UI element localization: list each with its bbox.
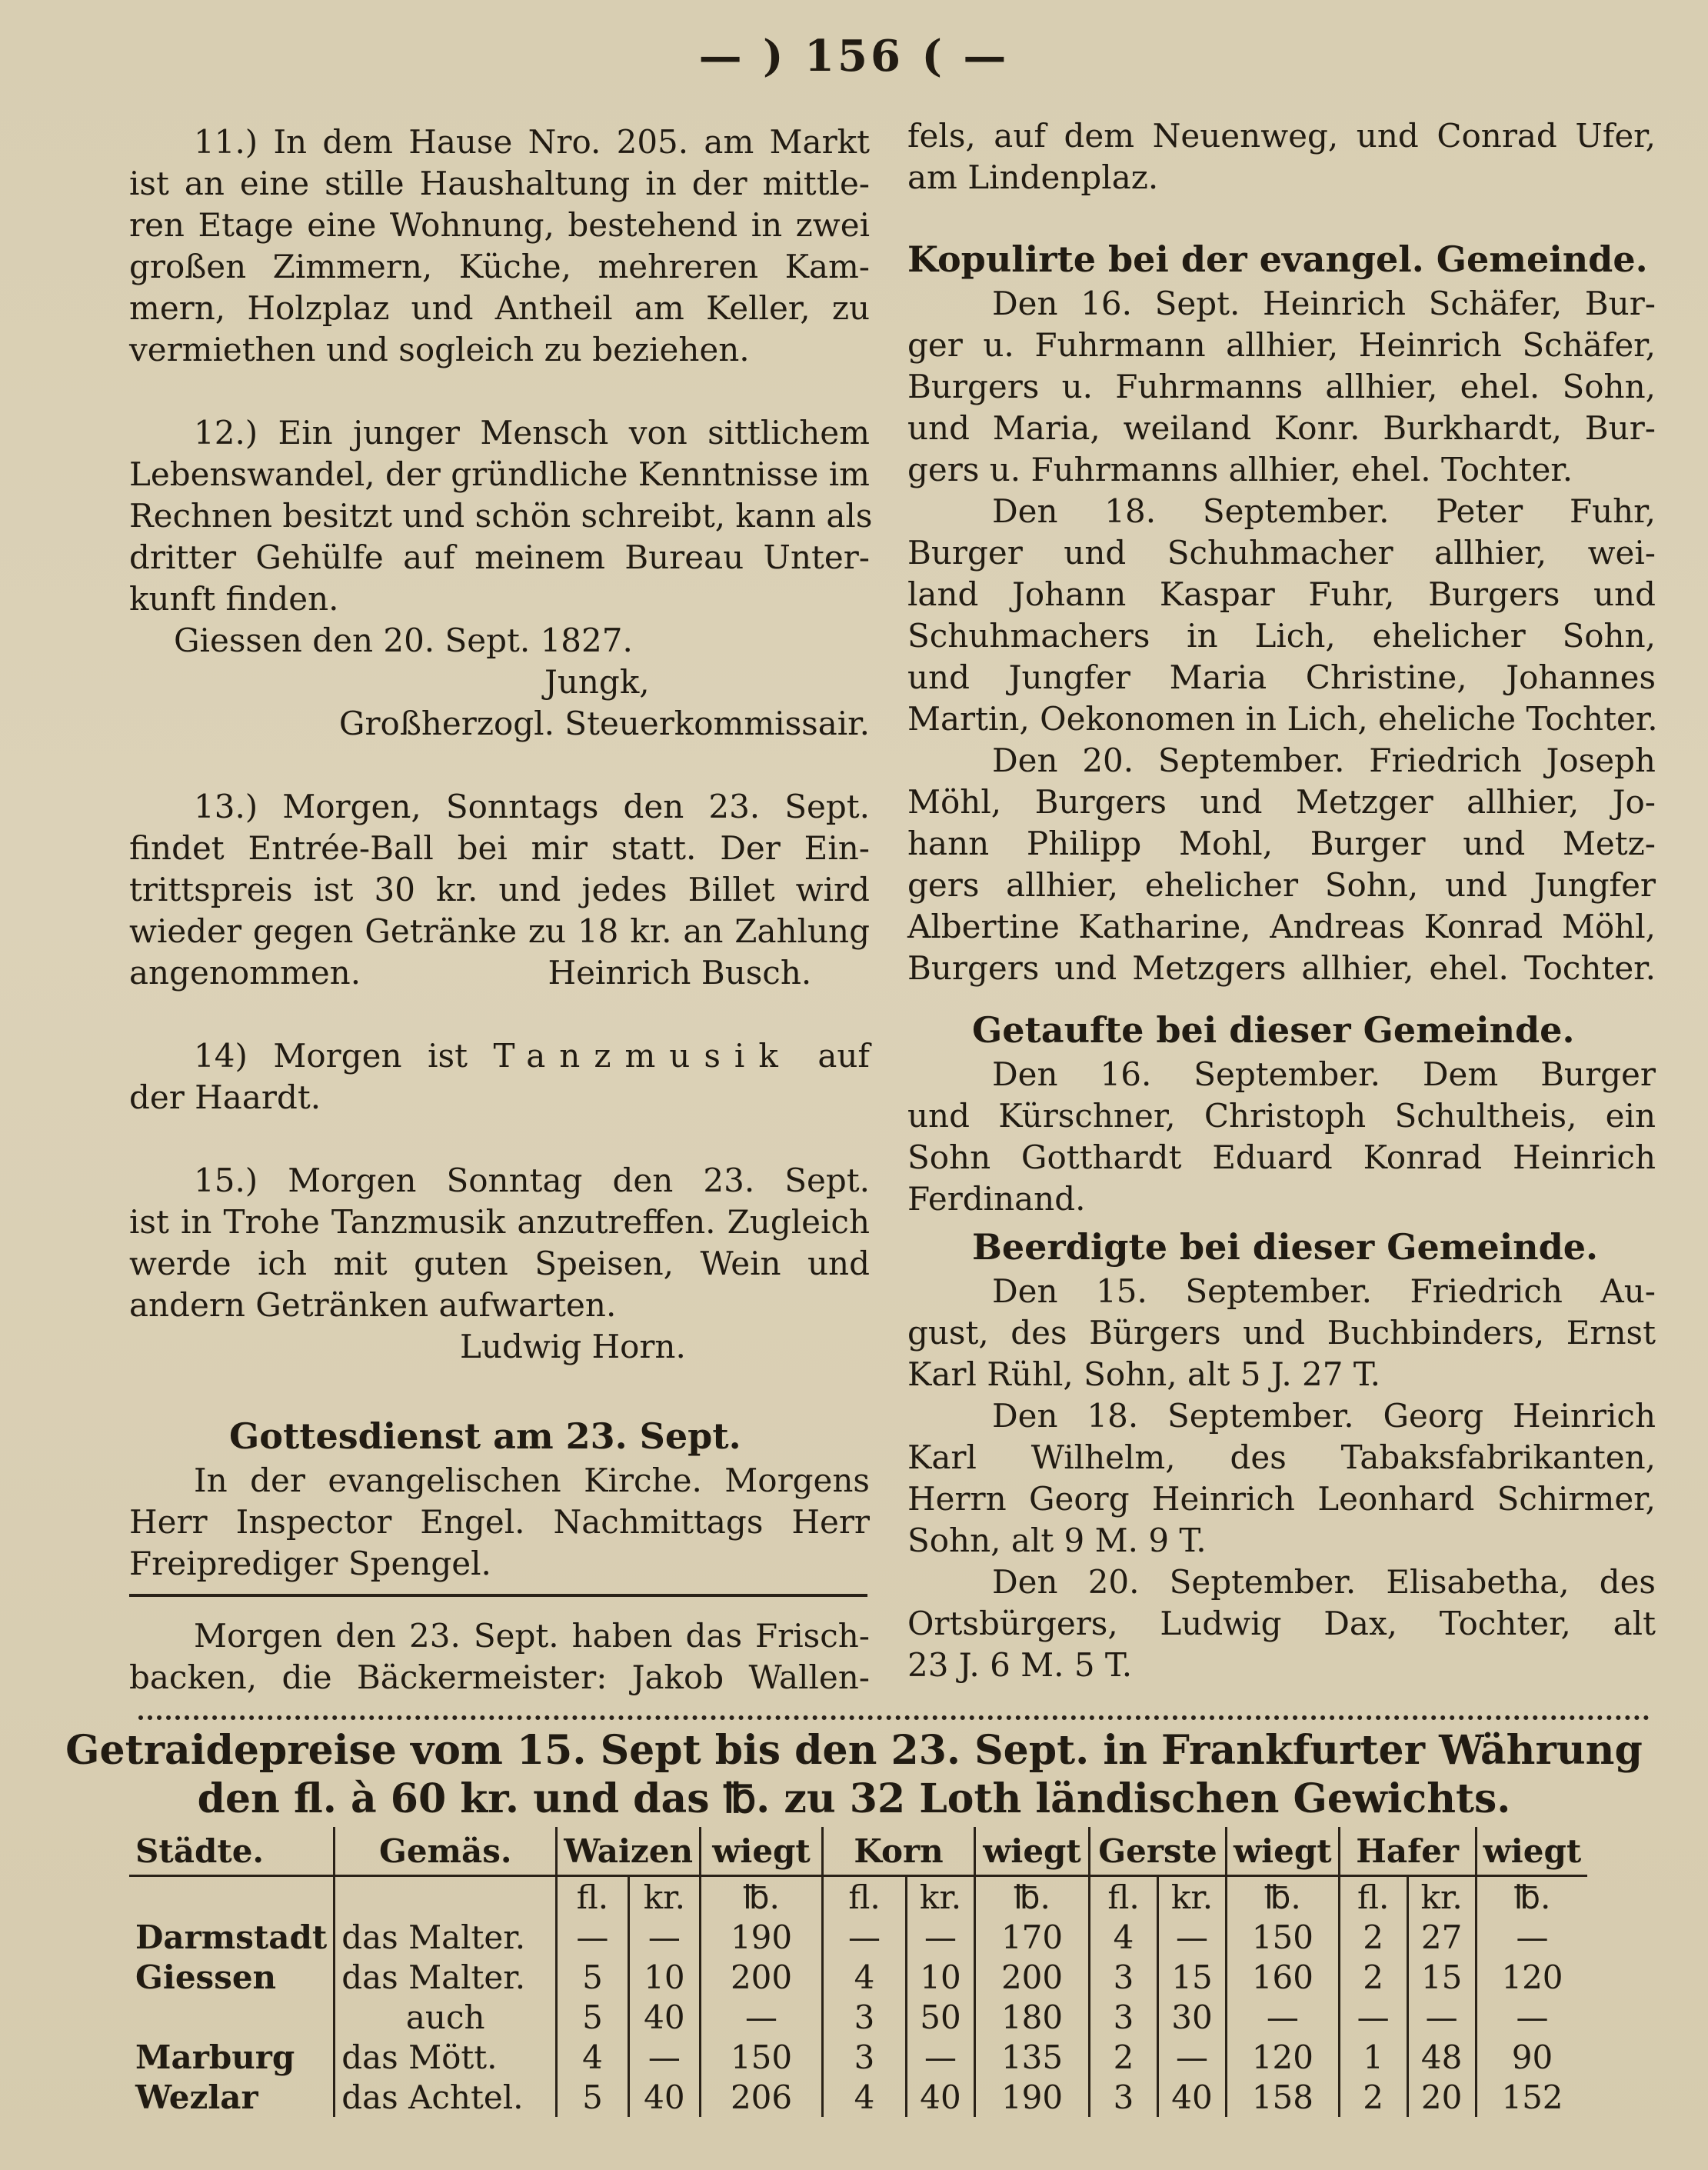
notice-12 xyxy=(129,412,873,745)
ornamental-divider xyxy=(138,1715,1650,1720)
price-table-title-line2: den fl. à 60 kr. und das ℔. zu 32 Loth ländischen Gewichts. xyxy=(197,1775,1511,1822)
section-heading: Kopulirte bei der evangel. Gemeinde. xyxy=(907,238,1648,280)
table-cell: 2 xyxy=(1339,1917,1407,1957)
text-line: Schuhmachers in Lich, ehelicher Sohn, xyxy=(907,617,1656,655)
text-line: Den 20. September. Friedrich Joseph xyxy=(992,742,1656,779)
table-cell: — xyxy=(907,1917,975,1957)
text-line: 11.) In dem Hause Nro. 205. am Markt xyxy=(194,123,870,161)
text-line: dritter Gehülfe auf meinem Bureau Unter- xyxy=(129,538,870,576)
section-heading: Beerdigte bei dieser Gemeinde. xyxy=(972,1226,1599,1268)
table-subheader-row xyxy=(129,1876,1587,1918)
column-header: wiegt xyxy=(701,1827,823,1876)
table-cell: 40 xyxy=(628,1997,700,2037)
text-line: gers u. Fuhrmanns allhier, ehel. Tochter. xyxy=(907,451,1573,488)
table-cell: 2 xyxy=(1339,1957,1407,1997)
table-cell: 190 xyxy=(975,2077,1090,2117)
table-row xyxy=(129,1917,1587,1957)
table-cell: 120 xyxy=(1476,1957,1587,1997)
table-cell: — xyxy=(1227,1997,1340,2037)
text-line: ist an eine stille Haushaltung in der mittle- xyxy=(129,165,870,202)
table-cell: 27 xyxy=(1407,1917,1476,1957)
measure-cell: das Malter. xyxy=(335,1957,557,1997)
text-line: Herrn Georg Heinrich Leonhard Schirmer, xyxy=(907,1480,1656,1518)
table-cell: 2 xyxy=(1090,2037,1158,2077)
measure-cell: auch xyxy=(335,1997,557,2037)
text-line: Morgen den 23. Sept. haben das Frisch- xyxy=(194,1617,870,1655)
signature-title: Großherzogl. Steuerkommissair. xyxy=(338,705,870,742)
table-cell: — xyxy=(628,2037,700,2077)
text-line: vermiethen und sogleich zu beziehen. xyxy=(129,331,750,368)
column-header: wiegt xyxy=(975,1827,1090,1876)
table-cell: — xyxy=(907,2037,975,2077)
table-cell: — xyxy=(823,1917,907,1957)
table-cell: 1 xyxy=(1339,2037,1407,2077)
column-header: Städte. xyxy=(129,1827,335,1876)
text-line: Den 20. September. Elisabetha, des xyxy=(992,1563,1656,1601)
text-line: Karl Wilhelm, des Tabaksfabrikanten, xyxy=(907,1438,1656,1476)
table-cell: — xyxy=(1476,1917,1587,1957)
table-cell: 180 xyxy=(975,1997,1090,2037)
table-cell: 158 xyxy=(1227,2077,1340,2117)
text-line: trittspreis ist 30 kr. und jedes Billet wird xyxy=(129,871,870,908)
table-cell: 50 xyxy=(907,1997,975,2037)
table-cell: 3 xyxy=(1090,1957,1158,1997)
table-cell: 5 xyxy=(557,1997,628,2037)
subheader-cell: ℔. xyxy=(1227,1876,1340,1918)
text-line: Sohn, alt 9 M. 9 T. xyxy=(907,1522,1207,1559)
subheader-cell xyxy=(129,1876,335,1918)
city-cell xyxy=(129,1997,335,2037)
table-cell: 3 xyxy=(1090,1997,1158,2037)
table-cell: 150 xyxy=(701,2037,823,2077)
text-line: Burger und Schuhmacher allhier, wei- xyxy=(907,534,1656,572)
notice-date: Giessen den 20. Sept. 1827. xyxy=(174,622,633,659)
column-header: wiegt xyxy=(1227,1827,1340,1876)
column-header: Gerste xyxy=(1090,1827,1227,1876)
subheader-cell: fl. xyxy=(1339,1876,1407,1918)
signature-name: Heinrich Busch. xyxy=(548,954,812,992)
text-line: Freiprediger Spengel. xyxy=(129,1545,491,1582)
table-cell: 120 xyxy=(1227,2037,1340,2077)
signature-name: Ludwig Horn. xyxy=(460,1328,686,1365)
text-line: land Johann Kaspar Fuhr, Burgers und xyxy=(907,575,1656,613)
text-fragment: auf xyxy=(817,1037,870,1075)
text-line: Sohn Gotthardt Eduard Konrad Heinrich xyxy=(907,1138,1656,1176)
text-fragment: 14) Morgen ist xyxy=(194,1037,468,1075)
table-cell: — xyxy=(1158,2037,1227,2077)
table-cell: 4 xyxy=(823,2077,907,2117)
table-header-row xyxy=(129,1827,1587,1876)
table-cell: 40 xyxy=(907,2077,975,2117)
table-cell: 135 xyxy=(975,2037,1090,2077)
city-cell: Wezlar xyxy=(135,2078,258,2116)
marriages-section xyxy=(907,235,1656,989)
text-line: fels, auf dem Neuenweg, und Conrad Ufer, xyxy=(907,117,1656,155)
text-line: Burgers und Metzgers allhier, ehel. Tochter. xyxy=(907,949,1656,987)
table-cell: 4 xyxy=(557,2037,628,2077)
city-cell: Darmstadt xyxy=(135,1918,328,1956)
notice-15 xyxy=(129,1160,870,1368)
table-cell: 10 xyxy=(628,1957,700,1997)
text-line: ger u. Fuhrmann allhier, Heinrich Schäfer, xyxy=(907,326,1656,364)
table-cell: 15 xyxy=(1407,1957,1476,1997)
text-line: Ortsbürgers, Ludwig Dax, Tochter, alt xyxy=(907,1605,1656,1642)
table-cell: 190 xyxy=(701,1917,823,1957)
text-line: ist in Trohe Tanzmusik anzutreffen. Zugleich xyxy=(129,1203,870,1241)
text-line: mern, Holzplaz und Antheil am Keller, zu xyxy=(129,289,870,327)
subheader-cell xyxy=(335,1876,557,1918)
text-line: kunft finden. xyxy=(129,580,339,618)
text-line: und Jungfer Maria Christine, Johannes xyxy=(907,658,1656,696)
text-line: ren Etage eine Wohnung, bestehend in zwei xyxy=(129,206,870,244)
table-cell: 5 xyxy=(557,1957,628,1997)
column-header: Hafer xyxy=(1339,1827,1476,1876)
table-cell: 3 xyxy=(823,2037,907,2077)
church-service xyxy=(129,1412,870,1585)
table-cell: 5 xyxy=(557,2077,628,2117)
subheader-cell: kr. xyxy=(1158,1876,1227,1918)
text-line: Ferdinand. xyxy=(907,1180,1086,1218)
text-line: und Maria, weiland Konr. Burkhardt, Bur- xyxy=(907,409,1656,447)
table-cell: 40 xyxy=(1158,2077,1227,2117)
text-line: gers allhier, ehelicher Sohn, und Jungfer xyxy=(907,866,1656,904)
table-cell: 15 xyxy=(1158,1957,1227,1997)
table-cell: — xyxy=(1407,1997,1476,2037)
text-line: wieder gegen Getränke zu 18 kr. an Zahlung xyxy=(129,912,870,950)
text-line: Lebenswandel, der gründliche Kenntnisse im xyxy=(129,455,870,493)
text-line: Den 18. September. Georg Heinrich xyxy=(992,1397,1656,1435)
table-cell: — xyxy=(1339,1997,1407,2037)
subheader-cell: fl. xyxy=(823,1876,907,1918)
table-row xyxy=(129,1997,1587,2037)
text-fragment: angenommen. xyxy=(129,954,361,992)
text-line: 13.) Morgen, Sonntags den 23. Sept. xyxy=(194,788,870,825)
text-line: Albertine Katharine, Andreas Konrad Möhl, xyxy=(907,908,1656,945)
text-line: In der evangelischen Kirche. Morgens xyxy=(194,1462,870,1499)
column-header: Korn xyxy=(823,1827,975,1876)
table-cell: 200 xyxy=(975,1957,1090,1997)
table-cell: 48 xyxy=(1407,2037,1476,2077)
burials-section xyxy=(907,1223,1656,1686)
bakers-notice xyxy=(129,1615,870,1698)
grain-price-table xyxy=(129,1827,1587,2117)
table-cell: — xyxy=(628,1917,700,1957)
text-line: backen, die Bäckermeister: Jakob Wallen- xyxy=(129,1658,870,1696)
text-line: Herr Inspector Engel. Nachmittags Herr xyxy=(129,1503,870,1541)
subheader-cell: kr. xyxy=(907,1876,975,1918)
baptisms-section xyxy=(907,1006,1656,1220)
table-cell: 160 xyxy=(1227,1957,1340,1997)
price-table-title-line1: Getraidepreise vom 15. Sept bis den 23. Sept. in Frankfurter Währung xyxy=(65,1727,1643,1774)
table-row xyxy=(129,2037,1587,2077)
table-row xyxy=(129,1957,1587,1997)
text-line: hann Philipp Mohl, Burger und Metz- xyxy=(907,825,1656,862)
text-line: Karl Rühl, Sohn, alt 5 J. 27 T. xyxy=(907,1355,1381,1393)
text-line: Den 15. September. Friedrich Au- xyxy=(992,1272,1656,1310)
text-line: Burgers u. Fuhrmanns allhier, ehel. Sohn, xyxy=(907,368,1656,405)
column-header: Waizen xyxy=(557,1827,701,1876)
table-cell: 40 xyxy=(628,2077,700,2117)
table-cell: 90 xyxy=(1476,2037,1587,2077)
right-column xyxy=(907,115,1656,1686)
table-cell: — xyxy=(1476,1997,1587,2037)
table-cell: — xyxy=(701,1997,823,2037)
table-cell: 30 xyxy=(1158,1997,1227,2037)
text-line xyxy=(129,1035,870,1077)
measure-cell: das Malter. xyxy=(335,1917,557,1957)
subheader-cell: kr. xyxy=(1407,1876,1476,1918)
text-line: 12.) Ein junger Mensch von sittlichem xyxy=(194,414,870,452)
table-cell: 2 xyxy=(1339,2077,1407,2117)
subheader-cell: fl. xyxy=(557,1876,628,1918)
table-cell: 170 xyxy=(975,1917,1090,1957)
notice-13 xyxy=(129,786,870,994)
text-line: andern Getränken aufwarten. xyxy=(129,1286,617,1324)
notice-11 xyxy=(129,122,870,371)
text-line: werde ich mit guten Speisen, Wein und xyxy=(129,1245,870,1282)
page-number-header: — ) 156 ( — xyxy=(698,31,1010,82)
table-row xyxy=(129,2077,1587,2117)
text-line: Den 16. September. Dem Burger xyxy=(992,1055,1656,1093)
column-header: Gemäs. xyxy=(335,1827,557,1876)
table-cell: — xyxy=(1158,1917,1227,1957)
table-cell: 4 xyxy=(1090,1917,1158,1957)
measure-cell: das Achtel. xyxy=(335,2077,557,2117)
table-cell: 10 xyxy=(907,1957,975,1997)
text-line: der Haardt. xyxy=(129,1078,321,1116)
text-line: 15.) Morgen Sonntag den 23. Sept. xyxy=(194,1162,870,1199)
table-cell: — xyxy=(557,1917,628,1957)
text-line: Möhl, Burgers und Metzger allhier, Jo- xyxy=(907,783,1656,821)
table-cell: 206 xyxy=(701,2077,823,2117)
text-line: und Kürschner, Christoph Schultheis, ein xyxy=(907,1097,1656,1135)
subheader-cell: fl. xyxy=(1090,1876,1158,1918)
notice-14 xyxy=(129,1035,870,1118)
table-cell: 3 xyxy=(1090,2077,1158,2117)
text-line: großen Zimmern, Küche, mehreren Kam- xyxy=(129,248,870,285)
table-cell: 3 xyxy=(823,1997,907,2037)
table-cell: 200 xyxy=(701,1957,823,1997)
city-cell: Marburg xyxy=(135,2038,295,2076)
text-line: Rechnen besitzt und schön schreibt, kann als xyxy=(129,497,873,535)
text-line: findet Entrée-Ball bei mir statt. Der Ein- xyxy=(129,829,870,867)
signature-name: Jungk, xyxy=(544,663,650,701)
section-heading: Gottesdienst am 23. Sept. xyxy=(229,1415,741,1457)
subheader-cell: ℔. xyxy=(1476,1876,1587,1918)
left-column xyxy=(129,122,873,1698)
bakers-notice-continued xyxy=(907,115,1656,198)
table-cell: 150 xyxy=(1227,1917,1340,1957)
text-line: Martin, Oekonomen in Lich, eheliche Tochter. xyxy=(907,700,1658,738)
city-cell: Giessen xyxy=(135,1958,277,1996)
section-heading: Getaufte bei dieser Gemeinde. xyxy=(972,1009,1575,1051)
text-line: 23 J. 6 M. 5 T. xyxy=(907,1646,1133,1684)
text-line: Den 16. Sept. Heinrich Schäfer, Bur- xyxy=(992,285,1656,322)
measure-cell: das Mött. xyxy=(335,2037,557,2077)
table-cell: 4 xyxy=(823,1957,907,1997)
text-line: gust, des Bürgers und Buchbinders, Ernst xyxy=(907,1314,1656,1352)
text-line xyxy=(129,952,870,994)
table-cell: 20 xyxy=(1407,2077,1476,2117)
text-line: Den 18. September. Peter Fuhr, xyxy=(992,492,1656,530)
spaced-word: Tanzmusik xyxy=(493,1037,792,1075)
text-line: am Lindenplaz. xyxy=(907,158,1159,196)
subheader-cell: ℔. xyxy=(975,1876,1090,1918)
table-cell: 152 xyxy=(1476,2077,1587,2117)
subheader-cell: ℔. xyxy=(701,1876,823,1918)
subheader-cell: kr. xyxy=(628,1876,700,1918)
section-divider xyxy=(129,1594,867,1597)
column-header: wiegt xyxy=(1476,1827,1587,1876)
